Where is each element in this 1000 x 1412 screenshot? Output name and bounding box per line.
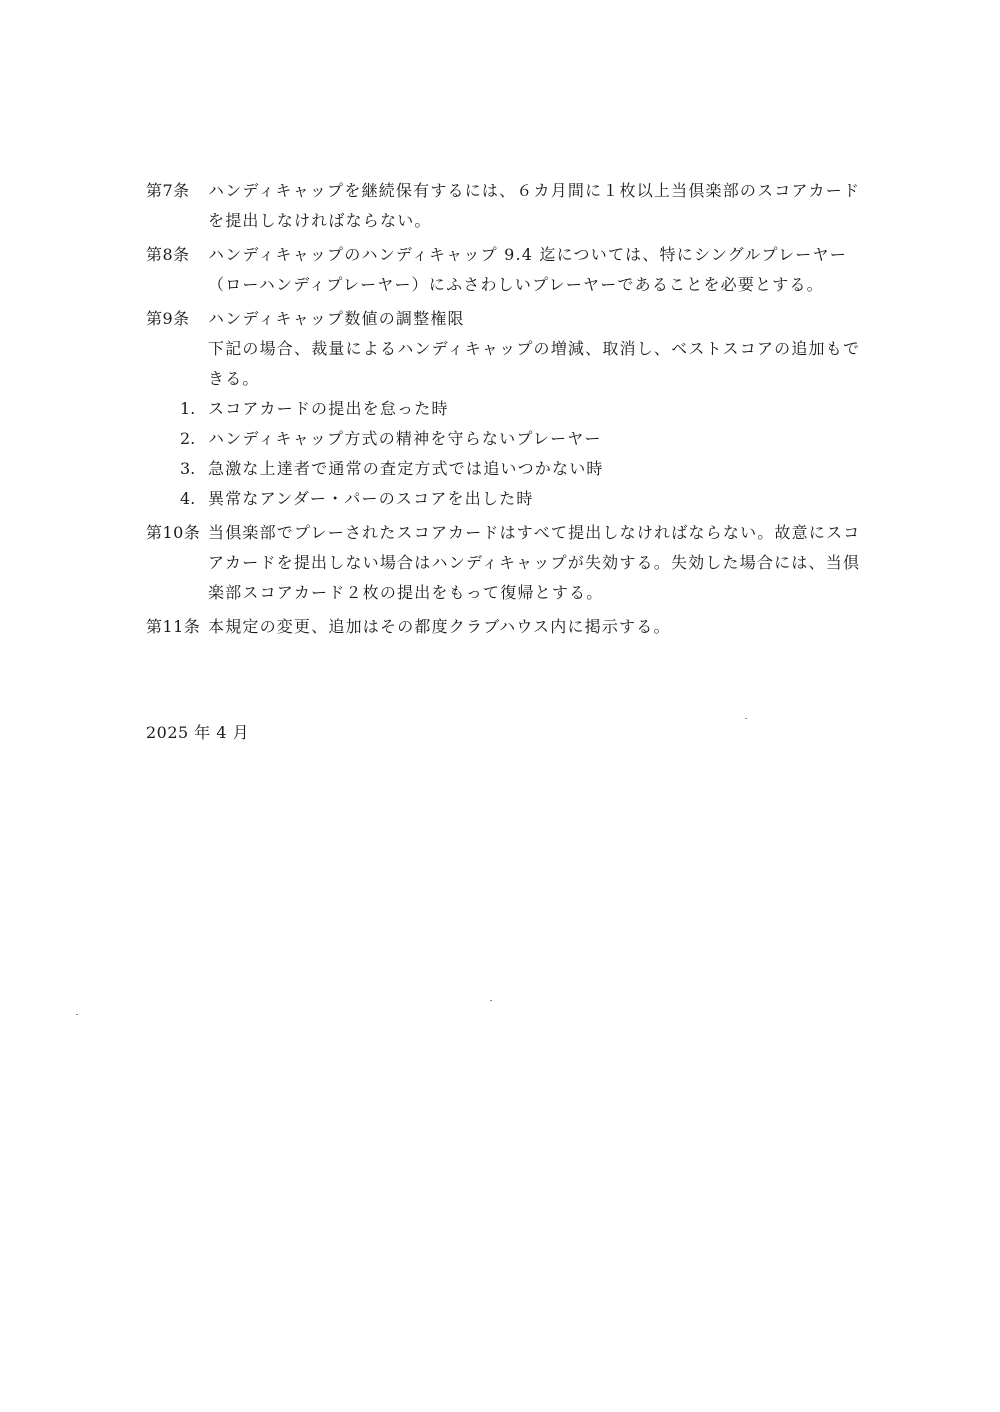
scan-speck [490,1000,492,1001]
article-paragraph: 下記の場合、裁量によるハンディキャップの増減、取消し、ベストスコアの追加もできる。 [208,339,861,388]
list-item-text: 異常なアンダー・パーのスコアを出した時 [208,489,534,508]
list-item [180,484,866,514]
issue-date: 2025 年 4 月 [146,723,250,742]
list-item-number: 2. [180,429,196,448]
list-item [180,454,866,484]
article-body [208,176,866,236]
condition-list [180,394,866,514]
article-label: 第11条 [146,617,201,636]
article-label: 第9条 [146,309,190,328]
article-label: 第8条 [146,245,190,264]
article-label: 第10条 [146,523,201,542]
scan-speck [76,1014,78,1015]
article-label: 第7条 [146,181,190,200]
list-item-number: 3. [180,459,196,478]
list-item-number: 1. [180,399,196,418]
article-body [208,518,866,608]
article-body [180,304,866,514]
article-9 [146,304,866,514]
article-11 [146,612,866,642]
list-item [180,424,866,454]
scan-speck [745,718,747,719]
article-paragraph: ハンディキャップのハンディキャップ 9.4 迄については、特にシングルプレーヤー（ローハンディプレーヤー）にふさわしいプレーヤーであることを必要とする。 [208,245,847,294]
article-10 [146,518,866,608]
article-body [208,612,866,642]
article-7 [146,176,866,236]
list-item [180,394,866,424]
regulations-articles [146,176,866,646]
article-8 [146,240,866,300]
article-body [208,240,866,300]
list-item-text: 急激な上達者で通常の査定方式では追いつかない時 [208,459,604,478]
list-item-text: ハンディキャップ方式の精神を守らないプレーヤー [208,429,602,448]
article-heading: ハンディキャップ数値の調整権限 [208,309,465,328]
article-paragraph: 本規定の変更、追加はその都度クラブハウス内に掲示する。 [208,617,671,636]
article-paragraph: ハンディキャップを継続保有するには、６カ月間に１枚以上当倶楽部のスコアカードを提出しなければならない。 [208,181,861,230]
list-item-text: スコアカードの提出を怠った時 [208,399,449,418]
article-paragraph: 当倶楽部でプレーされたスコアカードはすべて提出しなければならない。故意にスコアカードを提出しない場合はハンディキャップが失効する。失効した場合には、当倶楽部スコアカード２枚の提出をもって復帰とする。 [208,523,861,602]
list-item-number: 4. [180,489,196,508]
